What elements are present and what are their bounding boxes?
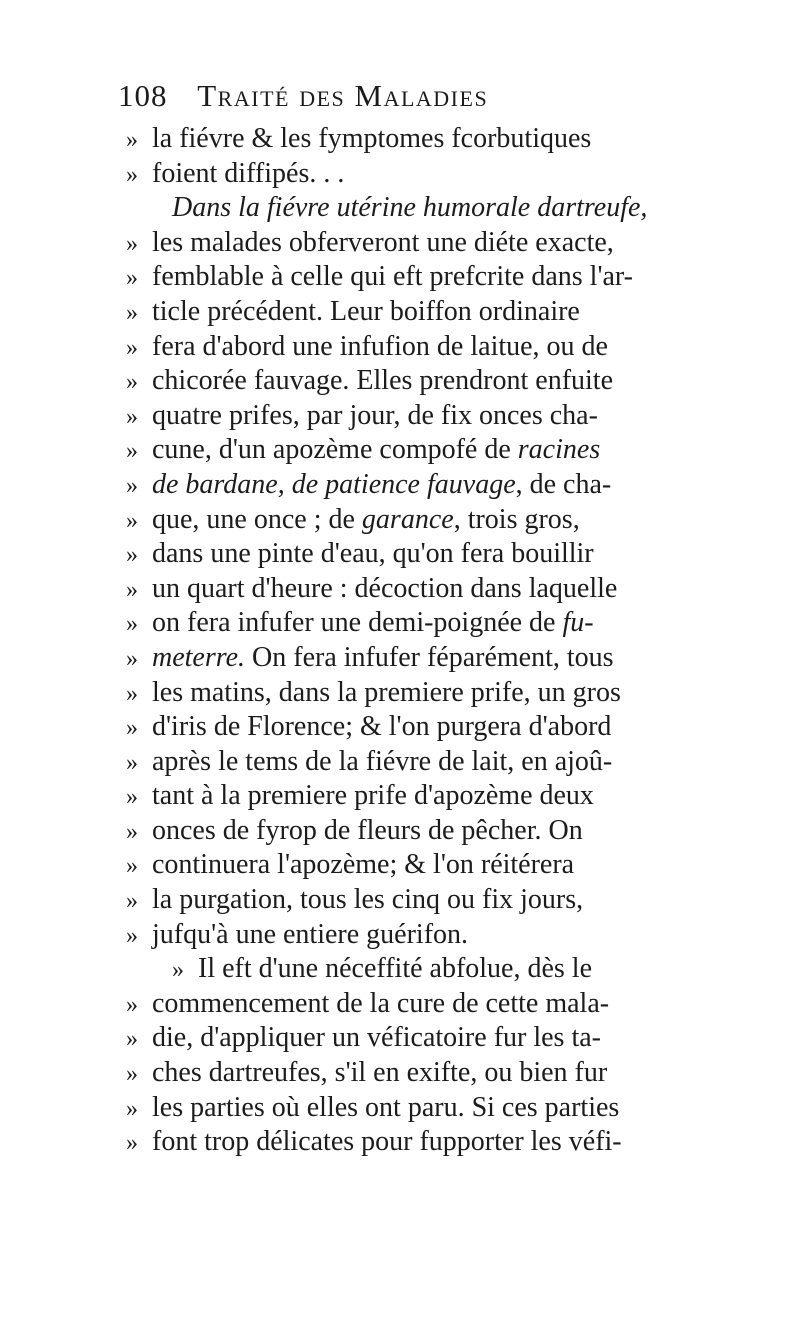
text-line: » les matins, dans la premiere prife, un gros <box>126 676 674 711</box>
text-line: » commencement de la cure de cette mala- <box>126 987 674 1022</box>
quote-mark: » <box>126 265 138 292</box>
text-line: » les parties où elles ont paru. Si ces parties <box>126 1091 674 1126</box>
text-line: » continuera l'apozème; & l'on réitérera <box>126 848 674 883</box>
text-line: » cune, d'un apozème compofé de racines <box>126 433 674 468</box>
quote-mark: » <box>172 957 184 984</box>
quote-mark: » <box>126 1061 138 1088</box>
quote-mark: » <box>126 1130 138 1157</box>
text-line: » femblable à celle qui eft prefcrite dans l'ar- <box>126 260 674 295</box>
text-line: » quatre prifes, par jour, de fix onces cha- <box>126 399 674 434</box>
quote-mark: » <box>126 299 138 326</box>
quote-mark: » <box>126 438 138 465</box>
page-header <box>118 72 678 120</box>
quote-mark: » <box>126 369 138 396</box>
quote-mark: » <box>126 922 138 949</box>
text-line: » tant à la premiere prife d'apozème deux <box>126 779 674 814</box>
quote-mark: » <box>126 680 138 707</box>
text-line: » la purgation, tous les cinq ou fix jours, <box>126 883 674 918</box>
quote-mark: » <box>126 853 138 880</box>
running-title: Traité des Maladies <box>197 78 489 113</box>
text-line: » chicorée fauvage. Elles prendront enfuite <box>126 364 674 399</box>
text-line: » font trop délicates pour fupporter les véfi- <box>126 1125 674 1160</box>
text-line: » die, d'appliquer un véficatoire fur les ta- <box>126 1021 674 1056</box>
text-line: » on fera infufer une demi-poignée de fu- <box>126 606 674 641</box>
quote-mark: » <box>126 161 138 188</box>
quote-mark: » <box>126 507 138 534</box>
text-line: » de bardane, de patience fauvage, de cha- <box>126 468 674 503</box>
section-heading-line: Dans la fiévre utérine humorale dartreufe, <box>172 192 648 224</box>
text-line: » ches dartreufes, s'il en exifte, ou bien fur <box>126 1056 674 1091</box>
quote-mark: » <box>126 230 138 257</box>
quote-mark: » <box>126 542 138 569</box>
text-line: » fera d'abord une infufion de laitue, ou de <box>126 330 674 365</box>
text-line: » que, une once ; de garance, trois gros, <box>126 503 674 538</box>
body-text <box>126 122 674 1160</box>
text-line: » ticle précédent. Leur boiffon ordinaire <box>126 295 674 330</box>
text-line: » Il eft d'une néceffité abfolue, dès le <box>126 952 674 987</box>
quote-mark: » <box>126 784 138 811</box>
quote-mark: » <box>126 991 138 1018</box>
text-line: » jufqu'à une entiere guérifon. <box>126 918 674 953</box>
quote-mark: » <box>126 127 138 153</box>
page-number: 108 <box>118 78 168 113</box>
text-line: » les malades obferveront une diéte exacte, <box>126 226 674 261</box>
quote-mark: » <box>126 715 138 742</box>
text-line: » onces de fyrop de fleurs de pêcher. On <box>126 814 674 849</box>
text-line: » un quart d'heure : décoction dans laquelle <box>126 572 674 607</box>
quote-mark: » <box>126 334 138 361</box>
text-line: » meterre. On fera infufer féparément, tous <box>126 641 674 676</box>
text-line: » dans une pinte d'eau, qu'on fera bouillir <box>126 537 674 572</box>
quote-mark: » <box>126 576 138 603</box>
quote-mark: » <box>126 472 138 499</box>
quote-mark: » <box>126 1026 138 1053</box>
text-line: » la fiévre & les fymptomes fcorbutiques <box>126 122 674 157</box>
quote-mark: » <box>126 645 138 672</box>
text-line: » d'iris de Florence; & l'on purgera d'abord <box>126 710 674 745</box>
text-line: » après le tems de la fiévre de lait, en ajoû- <box>126 745 674 780</box>
quote-mark: » <box>126 818 138 845</box>
quote-mark: » <box>126 403 138 430</box>
quote-mark: » <box>126 888 138 915</box>
quote-mark: » <box>126 749 138 776</box>
text-line: » foient diffipés. . . <box>126 157 674 192</box>
quote-mark: » <box>126 611 138 638</box>
quote-mark: » <box>126 1095 138 1122</box>
